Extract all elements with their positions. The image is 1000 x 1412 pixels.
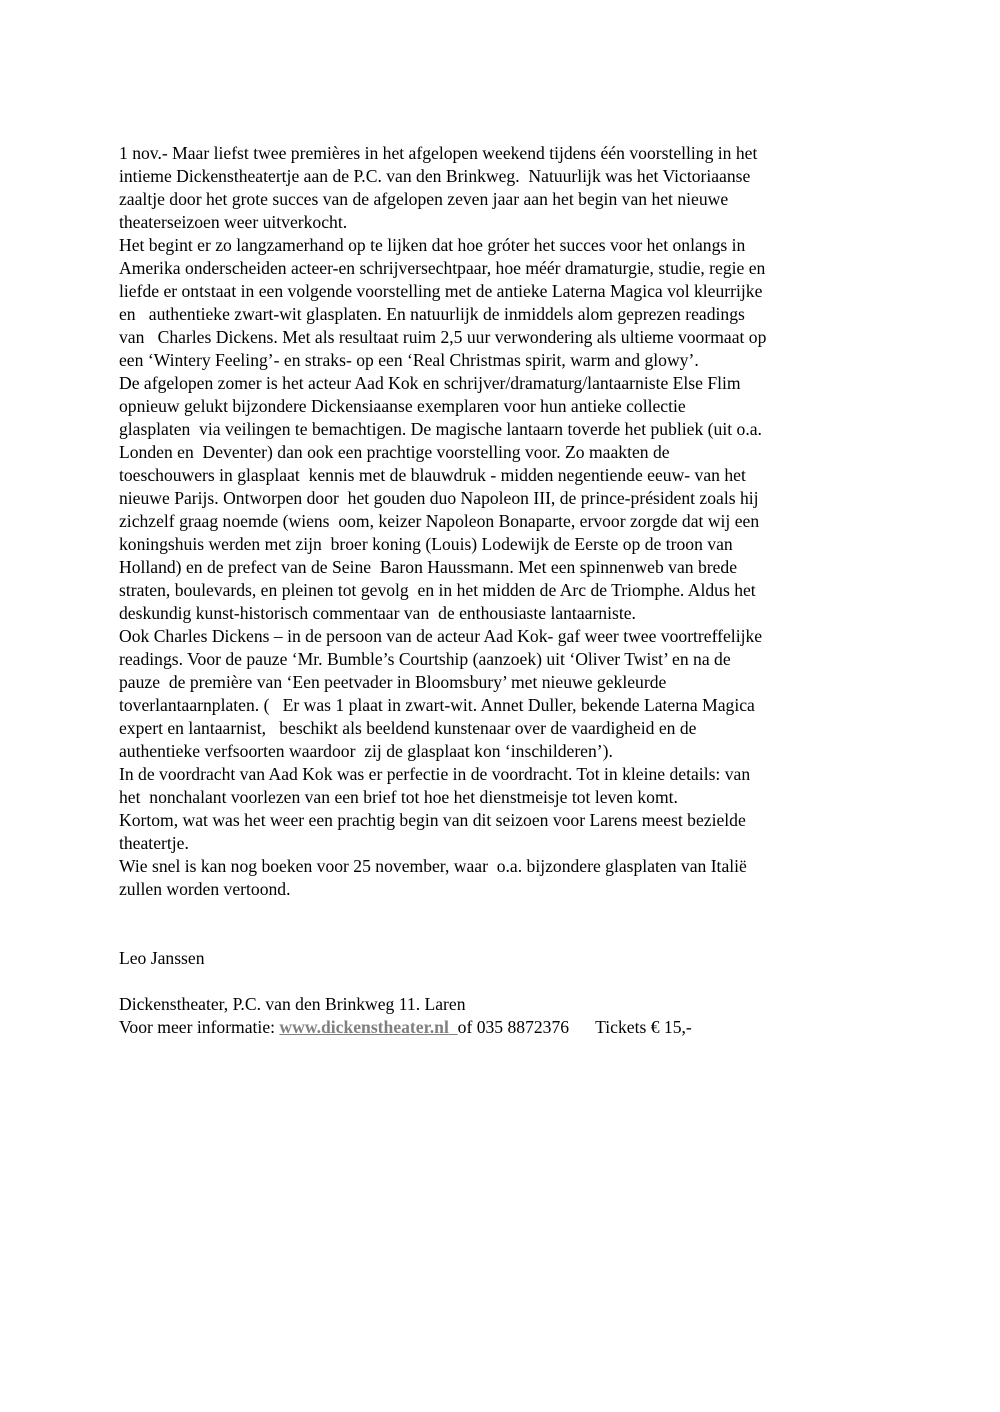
article-line: toverlantaarnplaten. ( Er was 1 plaat in zwart-wit. Annet Duller, bekende Laterna Magica bbox=[119, 695, 755, 715]
author-name: Leo Janssen bbox=[119, 948, 205, 968]
website-trail bbox=[449, 1017, 458, 1037]
article-line: theatertje. bbox=[119, 833, 189, 853]
ticket-price: Tickets € 15,- bbox=[595, 1017, 692, 1037]
article-line: opnieuw gelukt bijzondere Dickensiaanse exemplaren voor hun antieke collectie bbox=[119, 396, 686, 416]
article-line: Holland) en de prefect van de Seine Baron Haussmann. Met een spinnenweb van brede bbox=[119, 557, 738, 577]
tickets-spacer bbox=[569, 1017, 595, 1037]
website-link[interactable] bbox=[279, 1017, 457, 1037]
article-line: readings. Voor de pauze ‘Mr. Bumble’s Courtship (aanzoek) uit ‘Oliver Twist’ en na de bbox=[119, 649, 731, 669]
info-prefix: Voor meer informatie: bbox=[119, 1017, 280, 1037]
article-line: Londen en Deventer) dan ook een prachtige voorstelling voor. Zo maakten de bbox=[119, 442, 670, 462]
contact-line bbox=[119, 1016, 889, 1039]
article-line: theaterseizoen weer uitverkocht. bbox=[119, 212, 348, 232]
article-line: Kortom, wat was het weer een prachtig begin van dit seizoen voor Larens meest bezielde bbox=[119, 810, 746, 830]
article-line: Het begint er zo langzamerhand op te lijken dat hoe gróter het succes voor het onlangs in bbox=[119, 235, 746, 255]
spacer bbox=[119, 924, 889, 947]
article-line: deskundig kunst-historisch commentaar van de enthousiaste lantaarniste. bbox=[119, 603, 636, 623]
phone-number: of 035 8872376 bbox=[457, 1017, 570, 1037]
article-line: intieme Dickenstheatertje aan de P.C. van den Brinkweg. Natuurlijk was het Victoriaanse bbox=[119, 166, 751, 186]
article-line: zaaltje door het grote succes van de afgelopen zeven jaar aan het begin van het nieuwe bbox=[119, 189, 729, 209]
article-line: een ‘Wintery Feeling’- en straks- op een ‘Real Christmas spirit, warm and glowy’. bbox=[119, 350, 699, 370]
article-line: In de voordracht van Aad Kok was er perfectie in de voordracht. Tot in kleine details: van bbox=[119, 764, 751, 784]
article-line: koningshuis werden met zijn broer koning (Louis) Lodewijk de Eerste op de troon van bbox=[119, 534, 733, 554]
article-line: het nonchalant voorlezen van een brief tot hoe het dienstmeisje tot leven komt. bbox=[119, 787, 678, 807]
spacer bbox=[119, 970, 889, 993]
article-body bbox=[119, 142, 889, 1039]
article-line: 1 nov.- Maar liefst twee premières in het afgelopen weekend tijdens één voorstelling in het bbox=[119, 143, 758, 163]
article-line: Ook Charles Dickens – in de persoon van de acteur Aad Kok- gaf weer twee voortreffelijke bbox=[119, 626, 763, 646]
article-line: Amerika onderscheiden acteer-en schrijversechtpaar, hoe méér dramaturgie, studie, regie en bbox=[119, 258, 766, 278]
article-line: De afgelopen zomer is het acteur Aad Kok en schrijver/dramaturg/lantaarniste Else Flim bbox=[119, 373, 741, 393]
theater-address: Dickenstheater, P.C. van den Brinkweg 11. Laren bbox=[119, 994, 466, 1014]
article-line: Wie snel is kan nog boeken voor 25 november, waar o.a. bijzondere glasplaten van Italië bbox=[119, 856, 747, 876]
article-line: expert en lantaarnist, beschikt als beeldend kunstenaar over de vaardigheid en de bbox=[119, 718, 697, 738]
article-line: pauze de première van ‘Een peetvader in Bloomsbury’ met nieuwe gekleurde bbox=[119, 672, 667, 692]
article-line: van Charles Dickens. Met als resultaat ruim 2,5 uur verwondering als ultieme voormaat op bbox=[119, 327, 767, 347]
article-line: liefde er ontstaat in een volgende voorstelling met de antieke Laterna Magica vol kleurrijke bbox=[119, 281, 763, 301]
article-line: nieuwe Parijs. Ontworpen door het gouden duo Napoleon III, de prince-président zoals hij bbox=[119, 488, 759, 508]
article-line: zullen worden vertoond. bbox=[119, 879, 291, 899]
article-line: zichzelf graag noemde (wiens oom, keizer Napoleon Bonaparte, ervoor zorgde dat wij een bbox=[119, 511, 760, 531]
website-text: www.dickenstheater.nl bbox=[279, 1017, 449, 1037]
article-line: toeschouwers in glasplaat kennis met de blauwdruk - midden negentiende eeuw- van het bbox=[119, 465, 746, 485]
spacer bbox=[119, 901, 889, 924]
article-line: straten, boulevards, en pleinen tot gevolg en in het midden de Arc de Triomphe. Aldus het bbox=[119, 580, 756, 600]
article-line: en authentieke zwart-wit glasplaten. En natuurlijk de inmiddels alom geprezen readings bbox=[119, 304, 745, 324]
article-line: glasplaten via veilingen te bemachtigen. De magische lantaarn toverde het publiek (uit o.a. bbox=[119, 419, 762, 439]
article-line: authentieke verfsoorten waardoor zij de glasplaat kon ‘inschilderen’). bbox=[119, 741, 613, 761]
